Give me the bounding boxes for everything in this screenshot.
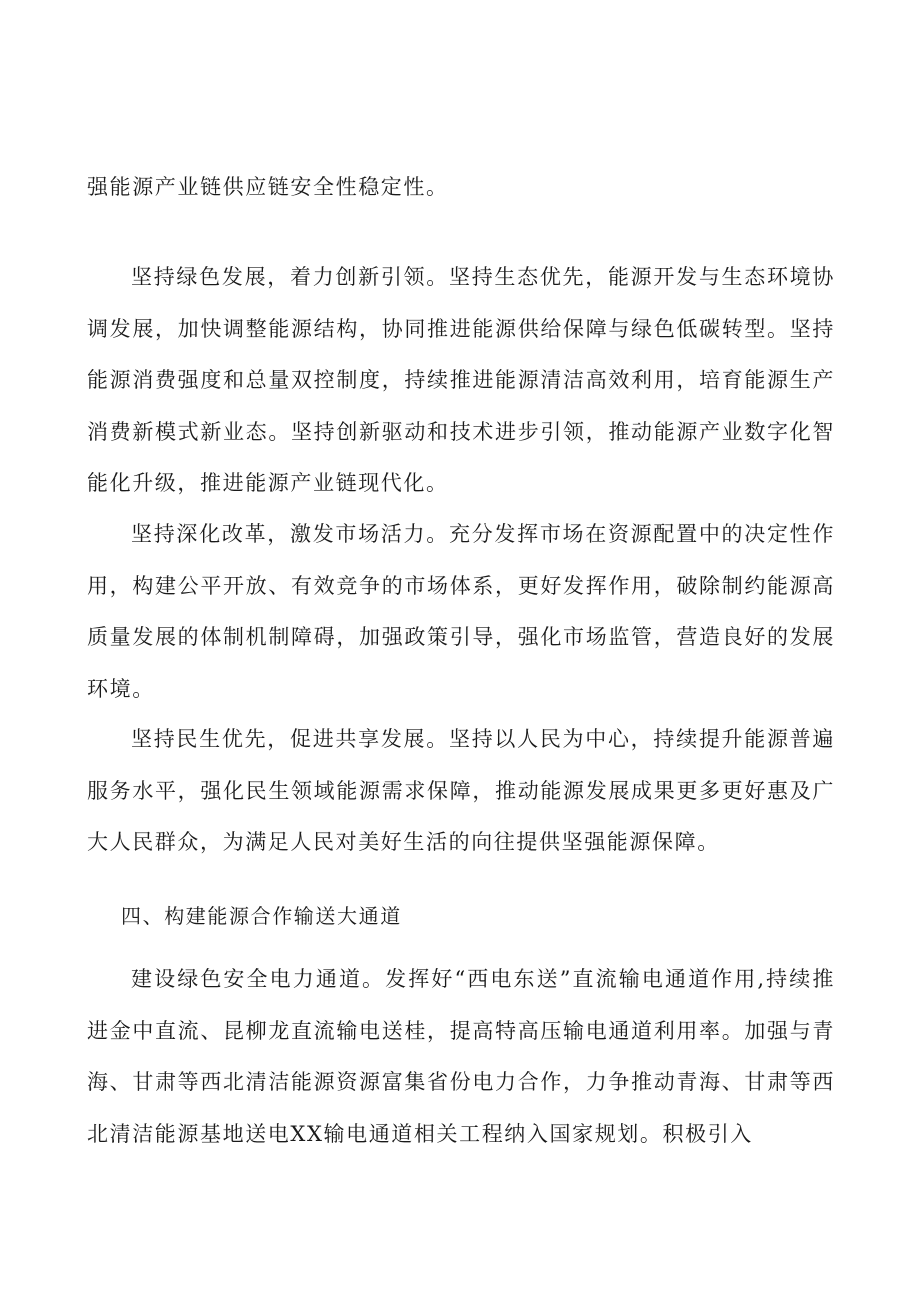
paragraph-continuation: 强能源产业链供应链安全性稳定性。 (87, 175, 449, 199)
section-heading: 四、构建能源合作输送大通道 (121, 904, 402, 928)
paragraph-green-development: 坚持绿色发展，着力创新引领。坚持生态优先，能源开发与生态环境协调发展，加快调整能源结构，协同推进能源供给保障与绿色低碳转型。坚持能源消费强度和总量双控制度，持续推进能源清洁高效利用，培育能源生产消费新模式新业态。坚持创新驱动和技术进步引领，推动能源产业数字化智能化升级，推进能源产业链现代化。 (87, 265, 835, 495)
paragraph-livelihood-first: 坚持民生优先，促进共享发展。坚持以人民为中心，持续提升能源普遍服务水平，强化民生领域能源需求保障，推动能源发展成果更多更好惠及广大人民群众，为满足人民对美好生活的向往提供坚强能源保障。 (87, 727, 835, 854)
paragraph-deepen-reform: 坚持深化改革，激发市场活力。充分发挥市场在资源配置中的决定性作用，构建公平开放、有效竞争的市场体系，更好发挥作用，破除制约能源高质量发展的体制机制障碍，加强政策引导，强化市场监管，营造良好的发展环境。 (87, 522, 835, 701)
paragraph-power-channel: 建设绿色安全电力通道。发挥好“西电东送”直流输电通道作用,持续推进金中直流、昆柳龙直流输电送桂，提高特高压输电通道利用率。加强与青海、甘肃等西北清洁能源资源富集省份电力合作，力争推动青海、甘肃等西北清洁能源基地送电XX输电通道相关工程纳入国家规划。积极引入 (87, 967, 835, 1146)
